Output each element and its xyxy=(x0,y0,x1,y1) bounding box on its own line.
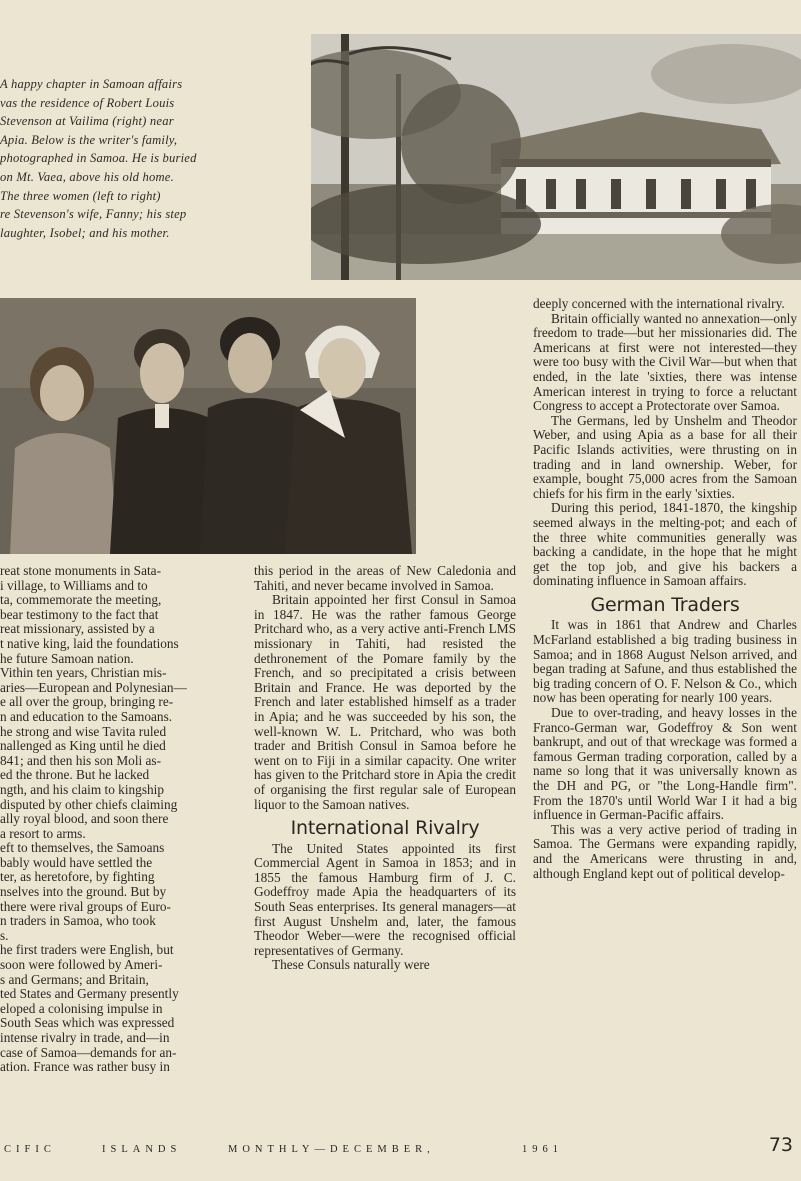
page-footer xyxy=(0,1136,801,1166)
text-line: intense rivalry in trade, and—in xyxy=(0,1031,170,1045)
page-number: 73 xyxy=(768,1134,793,1156)
paragraph: During this period, 1841-1870, the kingship seemed always in the melting-pot; and each of the three white communities generally was backing a candidate, in the hope that he might get the top job, and give his backers a dominating influence in Samoan affairs. xyxy=(533,500,797,589)
text-line: there were rival groups of Euro- xyxy=(0,899,171,914)
text-line: aries—European and Polynesian— xyxy=(0,680,187,695)
text-line: a resort to arms. xyxy=(0,826,86,841)
paragraph: This was a very active period of trading in Samoa. The Germans were expanding rapidly, and the Americans were thrusting in and, although England kept out of political develop- xyxy=(533,821,797,881)
caption-line: Apia. Below is the writer's family, xyxy=(0,132,178,147)
text-line: ta, commemorate the meeting, xyxy=(0,593,162,608)
text-line: ally royal blood, and soon there xyxy=(0,812,169,827)
caption-line: on Mt. Vaea, above his old home. xyxy=(0,169,174,184)
text-line: ation. France was rather busy in xyxy=(0,1060,170,1075)
footer-publication-monthly: MONTHLY—DECEMBER, xyxy=(228,1144,435,1155)
section-heading-international-rivalry: International Rivalry xyxy=(290,817,480,840)
vailima-house-photo xyxy=(311,34,801,280)
text-line: n and education to the Samoans. xyxy=(0,709,173,724)
text-line: ngth, and his claim to kingship xyxy=(0,782,164,797)
caption-line: laughter, Isobel; and his mother. xyxy=(0,225,170,240)
section-heading-german-traders: German Traders xyxy=(590,593,740,616)
text-line: s. xyxy=(0,928,9,943)
caption-line: vas the residence of Robert Louis xyxy=(0,95,175,110)
footer-publication-fragment: CIFIC xyxy=(4,1144,56,1155)
column-1 xyxy=(0,564,258,1075)
paragraph: The United States appointed its first Commercial Agent in Samoa in 1853; and in 1855 the famous Hamburg firm of J. C. Godeffroy made Apia the headquarters of its South Seas enterprises. Its general managers—at first August Unshelm and, later, the famous Theodor Weber—were the recognised official representatives of Germany. xyxy=(254,840,516,958)
text-line: nallenged as King until he died xyxy=(0,739,166,754)
text-line: he first traders were English, but xyxy=(0,943,174,958)
text-line: bear testimony to the fact that xyxy=(0,607,159,622)
paragraph: Britain officially wanted no annexation—only freedom to trade—but her missionaries did. The Americans at first were not interested—they were too busy with the Civil War—but when that ended, in the late 'sixties, there was intense American interest in trying to force a reluctant Congress to accept a Protectorate over Samoa. xyxy=(533,310,797,414)
paragraph: deeply concerned with the international rivalry. xyxy=(533,296,785,311)
text-line: disputed by other chiefs claiming xyxy=(0,797,178,812)
text-line: n traders in Samoa, who took xyxy=(0,914,156,929)
text-line: 841; and then his son Moli as- xyxy=(0,753,162,768)
text-line: soon were followed by Ameri- xyxy=(0,958,163,973)
column-3 xyxy=(533,297,797,881)
text-line: eft to themselves, the Samoans xyxy=(0,841,165,856)
text-line: case of Samoa—demands for an- xyxy=(0,1045,177,1060)
paragraph: Due to over-trading, and heavy losses in the Franco-German war, Godeffroy & Son went bankrupt, and out of that wreckage was formed a famous German trading corporation, called by a name so long that it was universally known as the DH and PG, or "the Long-Handle firm". From the 1870's until World War I it had a big influence in German-Pacific affairs. xyxy=(533,705,797,823)
paragraph: Britain appointed her first Consul in Samoa in 1847. He was the rather famous George Pritchard who, as a very active anti-French LMS missionary in Tahiti, had resisted the dethronement of the Pomare family by the French, and so precipitated a crisis between Britain and France. He was deported by the French and later established himself as a trader in Apia; and he was succeeded by his son, the well-known W. L. Pritchard, who was both trader and British Consul in Samoa before he went on to Fiji in a similar capacity. One writer has given to the Pritchard store in Apia the credit of organising the first regular sale of European liquor to the Samoan natives. xyxy=(254,592,516,812)
text-line: i village, to Williams and to xyxy=(0,578,148,593)
text-line: eloped a colonising impulse in xyxy=(0,1001,163,1016)
text-line: South Seas which was expressed xyxy=(0,1016,175,1031)
text-line: ted States and Germany presently xyxy=(0,987,179,1002)
photo-caption xyxy=(0,75,258,242)
paragraph: These Consuls naturally were xyxy=(272,957,430,973)
footer-publication-islands: ISLANDS xyxy=(102,1144,182,1155)
text-line: he future Samoan nation. xyxy=(0,651,134,666)
text-line: reat missionary, assisted by a xyxy=(0,622,155,637)
text-line: nselves into the ground. But by xyxy=(0,885,167,900)
caption-line: A happy chapter in Samoan affairs xyxy=(0,77,183,91)
text-line: ter, as heretofore, by fighting xyxy=(0,870,155,885)
paragraph: The Germans, led by Unshelm and Theodor Weber, and using Apia as a base for all their Pacific Islands activities, were thrusting on in trading and in land ownership. Weber, for example, bought 75,000 acres from the Samoan chiefs for his firm in the early 'sixties. xyxy=(533,412,797,501)
caption-line: re Stevenson's wife, Fanny; his step xyxy=(0,207,187,222)
caption-line: The three women (left to right) xyxy=(0,188,161,203)
text-line: Vithin ten years, Christian mis- xyxy=(0,666,167,681)
caption-line: photographed in Samoa. He is buried xyxy=(0,151,197,166)
text-line: t native king, laid the foundations xyxy=(0,636,179,651)
text-line: ed the throne. But he lacked xyxy=(0,768,150,783)
text-line: reat stone monuments in Sata- xyxy=(0,564,162,578)
text-line: e all over the group, bringing re- xyxy=(0,695,174,710)
paragraph: this period in the areas of New Caledonia and Tahiti, and never became involved in Samoa. xyxy=(254,563,516,593)
text-line: he strong and wise Tavita ruled xyxy=(0,724,167,739)
footer-year: 1961 xyxy=(522,1144,563,1155)
column-2 xyxy=(254,564,516,973)
paragraph: It was in 1861 that Andrew and Charles McFarland established a big trading business in Samoa; and in 1868 August Nelson arrived, and began trading at Safune, and thus established the big trading concern of O. F. Nelson & Co., which now has been operating for nearly 100 years. xyxy=(533,617,797,706)
text-line: bably would have settled the xyxy=(0,855,153,870)
text-line: s and Germans; and Britain, xyxy=(0,972,149,987)
stevenson-family-photo xyxy=(0,298,416,554)
caption-line: Stevenson at Vailima (right) near xyxy=(0,114,174,129)
